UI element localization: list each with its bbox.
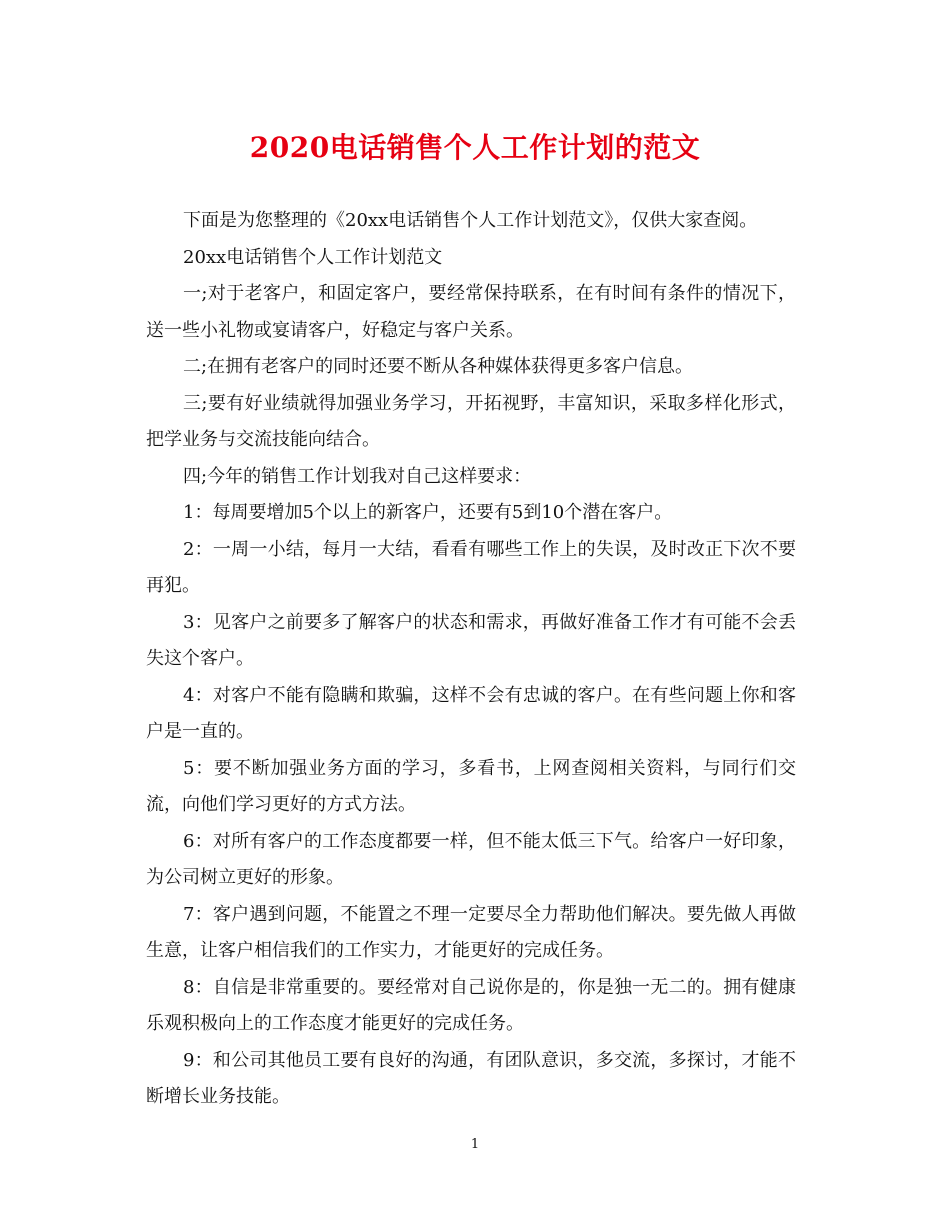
paragraph-item-four: 四;今年的销售工作计划我对自己这样要求： [183, 465, 532, 487]
list-item-4: 4：对客户不能有隐瞒和欺骗，这样不会有忠诚的客户。在有些问题上你和客户是一直的。 [146, 684, 796, 742]
page-number: 1 [470, 1137, 480, 1152]
list-item-9: 9：和公司其他员工要有良好的沟通，有团队意识，多交流，多探讨，才能不断增长业务技能。 [146, 1049, 796, 1107]
paragraph-item-one: 一;对于老客户，和固定客户，要经常保持联系，在有时间有条件的情况下，送一些小礼物或宴请客户，好稳定与客户关系。 [146, 283, 796, 341]
paragraph-item-two: 二;在拥有老客户的同时还要不断从各种媒体获得更多客户信息。 [183, 356, 694, 377]
document-body [146, 203, 796, 1116]
document-title: 2020电话销售个人工作计划的范文 [249, 131, 701, 164]
paragraph-item-three: 三;要有好业绩就得加强业务学习，开拓视野，丰富知识，采取多样化形式，把学业务与交流技能向结合。 [146, 392, 796, 450]
list-item-2: 2：一周一小结，每月一大结，看看有哪些工作上的失误，及时改正下次不要再犯。 [146, 538, 796, 596]
list-item-7: 7：客户遇到问题，不能置之不理一定要尽全力帮助他们解决。要先做人再做生意，让客户相信我们的工作实力，才能更好的完成任务。 [146, 903, 796, 961]
paragraph-subtitle: 20xx电话销售个人工作计划范文 [183, 246, 443, 268]
list-item-1: 1：每周要增加5个以上的新客户，还要有5到10个潜在客户。 [183, 502, 673, 523]
list-item-3: 3：见客户之前要多了解客户的状态和需求，再做好准备工作才有可能不会丢失这个客户。 [146, 611, 796, 669]
list-item-5: 5：要不断加强业务方面的学习，多看书，上网查阅相关资料，与同行们交流，向他们学习更好的方式方法。 [146, 757, 796, 815]
paragraph-intro: 下面是为您整理的《20xx电话销售个人工作计划范文》，仅供大家查阅。 [183, 210, 758, 231]
list-item-8: 8：自信是非常重要的。要经常对自己说你是的，你是独一无二的。拥有健康乐观积极向上的工作态度才能更好的完成任务。 [146, 976, 796, 1034]
list-item-6: 6：对所有客户的工作态度都要一样，但不能太低三下气。给客户一好印象，为公司树立更好的形象。 [146, 830, 796, 888]
